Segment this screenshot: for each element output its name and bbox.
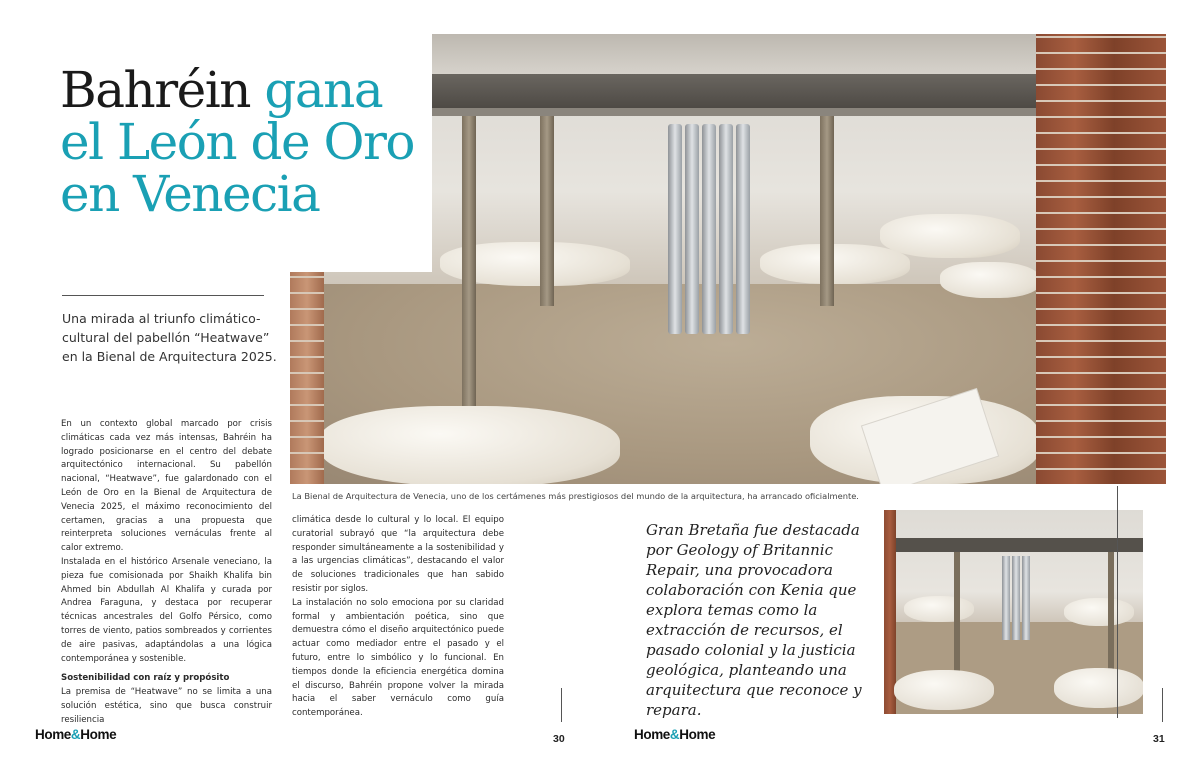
metal-duct	[1002, 556, 1010, 640]
sandbag-foreground	[320, 406, 620, 484]
section-subheading: Sostenibilidad con raíz y propósito	[61, 673, 230, 684]
sandbag	[880, 214, 1020, 258]
subtitle-rule	[62, 295, 264, 296]
logo-word: Home	[634, 727, 670, 742]
secondary-photo	[884, 510, 1143, 714]
body-paragraph: Instalada en el histórico Arsenale veneciano, la pieza fue comisionada por Shaikh Khalifa bin Ahmed bin Abdullah Al Khalifa y curada por Andrea Faraguna, y destaca por recuperar técnicas ancestrales del Golfo Pérsico, como torres de viento, patios sombreados y corrientes de aire pasivas, adaptándolas a una lógica contemporánea y sostenible.	[61, 556, 272, 664]
sandbag	[940, 262, 1040, 298]
metal-duct	[702, 124, 716, 334]
wooden-post	[954, 552, 960, 672]
body-paragraph: En un contexto global marcado por crisis climáticas cada vez más intensas, Bahréin ha logrado posicionarse en el centro del debate arquitectónico internacional. Su pabellón nacional, “Heatwave”, fue galardonado con el León de Oro en la Bienal de Arquitectura de Venecia 2025, el máximo reconocimiento del certamen, gracias a una propuesta que reinterpreta soluciones vernáculas frente al calor extremo.	[61, 419, 272, 554]
article-headline	[60, 61, 430, 223]
magazine-logo-right	[634, 727, 715, 742]
sandbag-foreground	[1054, 668, 1143, 708]
wooden-post	[820, 116, 834, 306]
footer-rule-right	[1162, 688, 1163, 722]
wooden-post	[462, 116, 476, 406]
page-number-right: 31	[1153, 733, 1165, 745]
metal-duct	[719, 124, 733, 334]
headline-accent-1: gana	[264, 61, 383, 119]
metal-duct	[1022, 556, 1030, 640]
page-rule-right	[1117, 486, 1118, 718]
logo-word: Home	[35, 727, 71, 742]
metal-duct	[668, 124, 682, 334]
footer-rule-left	[561, 688, 562, 722]
secondary-beam	[884, 538, 1143, 552]
page-number-left: 30	[553, 733, 565, 745]
metal-duct	[1012, 556, 1020, 640]
brick-column-right	[1036, 34, 1166, 484]
logo-ampersand: &	[669, 727, 680, 742]
metal-duct	[685, 124, 699, 334]
body-column-2	[292, 514, 504, 721]
wooden-post	[540, 116, 554, 306]
headline-accent-2: el León de Oro	[60, 113, 414, 171]
body-column-1	[61, 418, 272, 728]
article-subtitle: Una mirada al triunfo climático-cultural del pabellón “Heatwave” en la Bienal de Arquitectura 2025.	[62, 311, 277, 364]
body-paragraph: climática desde lo cultural y lo local. El equipo curatorial subrayó que “la arquitectura debe responder simultáneamente a la sostenibilidad y a las urgencias climáticas”, destacando el valor de soluciones tradicionales que han sabido resistir por siglos.	[292, 515, 504, 594]
sandbag	[904, 596, 974, 622]
headline-word-1: Bahréin	[60, 61, 265, 119]
sandbag-foreground	[894, 670, 994, 710]
photo-caption: La Bienal de Arquitectura de Venecia, uno de los certámenes más prestigiosos del mundo de la arquitectura, ha arrancado oficialmente.	[292, 491, 859, 501]
logo-word: Home	[80, 727, 117, 742]
body-paragraph: La instalación no solo emociona por su claridad formal y ambientación poética, sino que demuestra cómo el diseño arquitectónico puede actuar como mediador entre el pasado y el futuro, entre lo simbólico y lo funcional. En tiempos donde la eficiencia energética domina el discurso, Bahréin propone volver la mirada hacia el saber vernáculo como guía contemporánea.	[292, 597, 504, 719]
body-paragraph: La premisa de “Heatwave” no se limita a una solución estética, sino que busca construir resiliencia	[61, 687, 272, 725]
sandbag	[760, 244, 910, 284]
sandbag	[1064, 598, 1134, 626]
magazine-logo-left	[35, 727, 116, 742]
logo-word: Home	[679, 727, 716, 742]
pull-quote: Gran Bretaña fue destacada por Geology of Britannic Repair, una provocadora colaboración con Kenia que explora temas como la extracción de recursos, el pasado colonial y la justicia geológica, planteando una arquitectura que reconoce y repara.	[646, 521, 862, 719]
logo-ampersand: &	[70, 727, 81, 742]
brick-column-left	[290, 270, 324, 484]
headline-accent-3: en Venecia	[60, 165, 320, 223]
metal-duct	[736, 124, 750, 334]
